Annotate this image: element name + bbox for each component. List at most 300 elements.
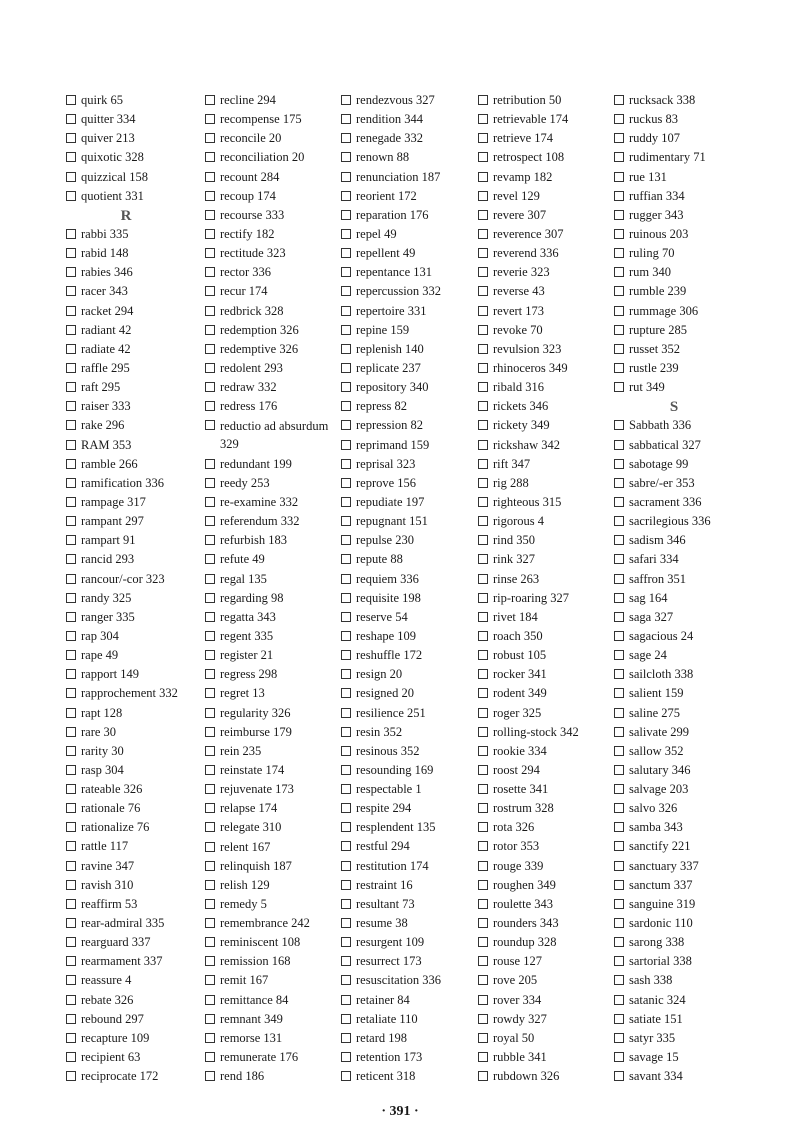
checkbox-icon[interactable] bbox=[478, 784, 488, 794]
checkbox-icon[interactable] bbox=[341, 210, 351, 220]
checkbox-icon[interactable] bbox=[341, 535, 351, 545]
checkbox-icon[interactable] bbox=[205, 784, 215, 794]
checkbox-icon[interactable] bbox=[205, 995, 215, 1005]
checkbox-icon[interactable] bbox=[478, 631, 488, 641]
index-entry bbox=[614, 303, 744, 322]
checkbox-icon[interactable] bbox=[614, 574, 624, 584]
index-entry bbox=[341, 972, 471, 991]
index-column-1 bbox=[66, 92, 196, 1087]
index-entry bbox=[478, 838, 608, 857]
checkbox-icon[interactable] bbox=[614, 382, 624, 392]
checkbox-icon[interactable] bbox=[478, 363, 488, 373]
checkbox-icon[interactable] bbox=[614, 822, 624, 832]
checkbox-icon[interactable] bbox=[341, 746, 351, 756]
checkbox-icon[interactable] bbox=[341, 152, 351, 162]
checkbox-icon[interactable] bbox=[478, 95, 488, 105]
checkbox-icon[interactable] bbox=[205, 650, 215, 660]
checkbox-icon[interactable] bbox=[341, 650, 351, 660]
checkbox-icon[interactable] bbox=[66, 688, 76, 698]
checkbox-icon[interactable] bbox=[614, 152, 624, 162]
checkbox-icon[interactable] bbox=[614, 229, 624, 239]
checkbox-icon[interactable] bbox=[205, 1033, 215, 1043]
checkbox-icon[interactable] bbox=[614, 841, 624, 851]
index-entry bbox=[205, 571, 335, 590]
checkbox-icon[interactable] bbox=[478, 172, 488, 182]
checkbox-icon[interactable] bbox=[205, 286, 215, 296]
checkbox-icon[interactable] bbox=[66, 995, 76, 1005]
checkbox-icon[interactable] bbox=[614, 765, 624, 775]
checkbox-icon[interactable] bbox=[478, 650, 488, 660]
index-entry bbox=[341, 1068, 471, 1087]
checkbox-icon[interactable] bbox=[478, 708, 488, 718]
checkbox-icon[interactable] bbox=[341, 861, 351, 871]
checkbox-icon[interactable] bbox=[205, 880, 215, 890]
index-entry bbox=[614, 571, 744, 590]
index-entry bbox=[478, 685, 608, 704]
checkbox-icon[interactable] bbox=[205, 344, 215, 354]
checkbox-icon[interactable] bbox=[478, 133, 488, 143]
checkbox-icon[interactable] bbox=[478, 1052, 488, 1062]
checkbox-icon[interactable] bbox=[205, 248, 215, 258]
checkbox-icon[interactable] bbox=[66, 440, 76, 450]
checkbox-icon[interactable] bbox=[614, 631, 624, 641]
checkbox-icon[interactable] bbox=[614, 286, 624, 296]
entry-text: safari 334 bbox=[629, 552, 679, 567]
checkbox-icon[interactable] bbox=[614, 133, 624, 143]
checkbox-icon[interactable] bbox=[341, 784, 351, 794]
entry-text: regal 135 bbox=[220, 571, 267, 586]
checkbox-icon[interactable] bbox=[341, 229, 351, 239]
checkbox-icon[interactable] bbox=[478, 880, 488, 890]
checkbox-icon[interactable] bbox=[614, 554, 624, 564]
checkbox-icon[interactable] bbox=[341, 114, 351, 124]
checkbox-icon[interactable] bbox=[66, 669, 76, 679]
checkbox-icon[interactable] bbox=[205, 1071, 215, 1081]
checkbox-icon[interactable] bbox=[478, 382, 488, 392]
checkbox-icon[interactable] bbox=[341, 420, 351, 430]
checkbox-icon[interactable] bbox=[478, 325, 488, 335]
index-entry bbox=[341, 781, 471, 800]
checkbox-icon[interactable] bbox=[614, 956, 624, 966]
checkbox-icon[interactable] bbox=[614, 478, 624, 488]
checkbox-icon[interactable] bbox=[614, 516, 624, 526]
checkbox-icon[interactable] bbox=[341, 363, 351, 373]
checkbox-icon[interactable] bbox=[66, 306, 76, 316]
checkbox-icon[interactable] bbox=[478, 229, 488, 239]
checkbox-icon[interactable] bbox=[478, 267, 488, 277]
index-entry bbox=[205, 819, 335, 838]
checkbox-icon[interactable] bbox=[205, 956, 215, 966]
checkbox-icon[interactable] bbox=[205, 861, 215, 871]
checkbox-icon[interactable] bbox=[614, 803, 624, 813]
checkbox-icon[interactable] bbox=[205, 420, 215, 430]
checkbox-icon[interactable] bbox=[341, 382, 351, 392]
checkbox-icon[interactable] bbox=[205, 975, 215, 985]
checkbox-icon[interactable] bbox=[205, 899, 215, 909]
checkbox-icon[interactable] bbox=[614, 306, 624, 316]
checkbox-icon[interactable] bbox=[478, 746, 488, 756]
checkbox-icon[interactable] bbox=[205, 822, 215, 832]
checkbox-icon[interactable] bbox=[66, 650, 76, 660]
checkbox-icon[interactable] bbox=[341, 516, 351, 526]
checkbox-icon[interactable] bbox=[66, 631, 76, 641]
checkbox-icon[interactable] bbox=[66, 248, 76, 258]
checkbox-icon[interactable] bbox=[478, 1033, 488, 1043]
checkbox-icon[interactable] bbox=[66, 172, 76, 182]
checkbox-icon[interactable] bbox=[478, 401, 488, 411]
checkbox-icon[interactable] bbox=[341, 727, 351, 737]
checkbox-icon[interactable] bbox=[341, 1071, 351, 1081]
checkbox-icon[interactable] bbox=[614, 114, 624, 124]
checkbox-icon[interactable] bbox=[66, 497, 76, 507]
checkbox-icon[interactable] bbox=[205, 803, 215, 813]
index-entry bbox=[205, 1011, 335, 1030]
checkbox-icon[interactable] bbox=[341, 306, 351, 316]
checkbox-icon[interactable] bbox=[341, 459, 351, 469]
checkbox-icon[interactable] bbox=[614, 325, 624, 335]
checkbox-icon[interactable] bbox=[205, 497, 215, 507]
entry-text: register 21 bbox=[220, 648, 274, 663]
checkbox-icon[interactable] bbox=[205, 746, 215, 756]
checkbox-icon[interactable] bbox=[341, 975, 351, 985]
checkbox-icon[interactable] bbox=[66, 554, 76, 564]
checkbox-icon[interactable] bbox=[66, 535, 76, 545]
checkbox-icon[interactable] bbox=[341, 172, 351, 182]
checkbox-icon[interactable] bbox=[66, 401, 76, 411]
index-entry bbox=[205, 360, 335, 379]
checkbox-icon[interactable] bbox=[478, 956, 488, 966]
checkbox-icon[interactable] bbox=[478, 612, 488, 622]
checkbox-icon[interactable] bbox=[66, 286, 76, 296]
checkbox-icon[interactable] bbox=[341, 669, 351, 679]
entry-text: refurbish 183 bbox=[220, 533, 287, 548]
index-entry bbox=[478, 877, 608, 896]
index-entry bbox=[614, 207, 744, 226]
checkbox-icon[interactable] bbox=[205, 95, 215, 105]
checkbox-icon[interactable] bbox=[66, 937, 76, 947]
checkbox-icon[interactable] bbox=[341, 497, 351, 507]
checkbox-icon[interactable] bbox=[614, 593, 624, 603]
checkbox-icon[interactable] bbox=[66, 784, 76, 794]
checkbox-icon[interactable] bbox=[478, 306, 488, 316]
checkbox-icon[interactable] bbox=[341, 95, 351, 105]
checkbox-icon[interactable] bbox=[614, 784, 624, 794]
checkbox-icon[interactable] bbox=[614, 1052, 624, 1062]
checkbox-icon[interactable] bbox=[205, 478, 215, 488]
checkbox-icon[interactable] bbox=[66, 133, 76, 143]
checkbox-icon[interactable] bbox=[614, 535, 624, 545]
index-entry bbox=[205, 92, 335, 111]
checkbox-icon[interactable] bbox=[341, 708, 351, 718]
checkbox-icon[interactable] bbox=[341, 325, 351, 335]
checkbox-icon[interactable] bbox=[614, 669, 624, 679]
checkbox-icon[interactable] bbox=[478, 459, 488, 469]
checkbox-icon[interactable] bbox=[614, 918, 624, 928]
checkbox-icon[interactable] bbox=[341, 574, 351, 584]
checkbox-icon[interactable] bbox=[341, 554, 351, 564]
checkbox-icon[interactable] bbox=[614, 420, 624, 430]
checkbox-icon[interactable] bbox=[205, 937, 215, 947]
checkbox-icon[interactable] bbox=[478, 593, 488, 603]
checkbox-icon[interactable] bbox=[66, 975, 76, 985]
checkbox-icon[interactable] bbox=[205, 459, 215, 469]
checkbox-icon[interactable] bbox=[205, 535, 215, 545]
entry-text: recipient 63 bbox=[81, 1050, 141, 1065]
checkbox-icon[interactable] bbox=[205, 631, 215, 641]
entry-text: reverie 323 bbox=[493, 265, 550, 280]
checkbox-icon[interactable] bbox=[614, 95, 624, 105]
checkbox-icon[interactable] bbox=[614, 363, 624, 373]
checkbox-icon[interactable] bbox=[341, 1052, 351, 1062]
checkbox-icon[interactable] bbox=[205, 918, 215, 928]
checkbox-icon[interactable] bbox=[205, 152, 215, 162]
checkbox-icon[interactable] bbox=[614, 191, 624, 201]
checkbox-icon[interactable] bbox=[341, 1033, 351, 1043]
checkbox-icon[interactable] bbox=[478, 286, 488, 296]
checkbox-icon[interactable] bbox=[614, 1014, 624, 1024]
checkbox-icon[interactable] bbox=[614, 899, 624, 909]
checkbox-icon[interactable] bbox=[341, 440, 351, 450]
checkbox-icon[interactable] bbox=[478, 669, 488, 679]
entry-text: savage 15 bbox=[629, 1050, 679, 1065]
checkbox-icon[interactable] bbox=[66, 267, 76, 277]
checkbox-icon[interactable] bbox=[614, 1071, 624, 1081]
checkbox-icon[interactable] bbox=[341, 286, 351, 296]
checkbox-icon[interactable] bbox=[341, 822, 351, 832]
checkbox-icon[interactable] bbox=[614, 497, 624, 507]
checkbox-icon[interactable] bbox=[478, 688, 488, 698]
index-entry bbox=[205, 264, 335, 283]
checkbox-icon[interactable] bbox=[66, 516, 76, 526]
index-entry bbox=[66, 858, 196, 877]
checkbox-icon[interactable] bbox=[341, 248, 351, 258]
checkbox-icon[interactable] bbox=[341, 995, 351, 1005]
checkbox-icon[interactable] bbox=[614, 708, 624, 718]
checkbox-icon[interactable] bbox=[205, 382, 215, 392]
checkbox-icon[interactable] bbox=[66, 1071, 76, 1081]
checkbox-icon[interactable] bbox=[341, 344, 351, 354]
checkbox-icon[interactable] bbox=[66, 841, 76, 851]
checkbox-icon[interactable] bbox=[614, 440, 624, 450]
checkbox-icon[interactable] bbox=[478, 554, 488, 564]
checkbox-icon[interactable] bbox=[205, 1014, 215, 1024]
index-entry bbox=[341, 571, 471, 590]
checkbox-icon[interactable] bbox=[66, 114, 76, 124]
checkbox-icon[interactable] bbox=[205, 114, 215, 124]
checkbox-icon[interactable] bbox=[341, 956, 351, 966]
checkbox-icon[interactable] bbox=[341, 631, 351, 641]
checkbox-icon[interactable] bbox=[341, 841, 351, 851]
index-entry bbox=[205, 934, 335, 953]
entry-text: roach 350 bbox=[493, 628, 543, 643]
entry-text: regress 298 bbox=[220, 667, 278, 682]
entry-text: rein 235 bbox=[220, 743, 262, 758]
checkbox-icon[interactable] bbox=[66, 612, 76, 622]
checkbox-icon[interactable] bbox=[66, 861, 76, 871]
checkbox-icon[interactable] bbox=[66, 459, 76, 469]
checkbox-icon[interactable] bbox=[205, 267, 215, 277]
entry-text: robust 105 bbox=[493, 648, 547, 663]
entry-text: rig 288 bbox=[493, 475, 529, 490]
checkbox-icon[interactable] bbox=[614, 172, 624, 182]
checkbox-icon[interactable] bbox=[205, 593, 215, 603]
checkbox-icon[interactable] bbox=[66, 765, 76, 775]
checkbox-icon[interactable] bbox=[614, 880, 624, 890]
checkbox-icon[interactable] bbox=[478, 975, 488, 985]
entry-text: reinstate 174 bbox=[220, 762, 285, 777]
checkbox-icon[interactable] bbox=[478, 765, 488, 775]
checkbox-icon[interactable] bbox=[205, 554, 215, 564]
checkbox-icon[interactable] bbox=[341, 918, 351, 928]
checkbox-icon[interactable] bbox=[205, 612, 215, 622]
checkbox-icon[interactable] bbox=[478, 440, 488, 450]
checkbox-icon[interactable] bbox=[478, 210, 488, 220]
checkbox-icon[interactable] bbox=[205, 765, 215, 775]
checkbox-icon[interactable] bbox=[614, 861, 624, 871]
checkbox-icon[interactable] bbox=[205, 401, 215, 411]
checkbox-icon[interactable] bbox=[205, 727, 215, 737]
checkbox-icon[interactable] bbox=[614, 688, 624, 698]
checkbox-icon[interactable] bbox=[66, 956, 76, 966]
checkbox-icon[interactable] bbox=[205, 1052, 215, 1062]
checkbox-icon[interactable] bbox=[66, 478, 76, 488]
checkbox-icon[interactable] bbox=[66, 191, 76, 201]
checkbox-icon[interactable] bbox=[478, 861, 488, 871]
checkbox-icon[interactable] bbox=[341, 1014, 351, 1024]
checkbox-icon[interactable] bbox=[66, 95, 76, 105]
checkbox-icon[interactable] bbox=[478, 420, 488, 430]
checkbox-icon[interactable] bbox=[66, 344, 76, 354]
checkbox-icon[interactable] bbox=[205, 708, 215, 718]
checkbox-icon[interactable] bbox=[66, 382, 76, 392]
checkbox-icon[interactable] bbox=[478, 937, 488, 947]
checkbox-icon[interactable] bbox=[478, 114, 488, 124]
checkbox-icon[interactable] bbox=[341, 688, 351, 698]
checkbox-icon[interactable] bbox=[341, 401, 351, 411]
index-entry bbox=[478, 437, 608, 456]
checkbox-icon[interactable] bbox=[478, 841, 488, 851]
checkbox-icon[interactable] bbox=[614, 1033, 624, 1043]
checkbox-icon[interactable] bbox=[66, 746, 76, 756]
checkbox-icon[interactable] bbox=[66, 420, 76, 430]
checkbox-icon[interactable] bbox=[341, 937, 351, 947]
checkbox-icon[interactable] bbox=[614, 248, 624, 258]
checkbox-icon[interactable] bbox=[341, 593, 351, 603]
checkbox-icon[interactable] bbox=[478, 1014, 488, 1024]
checkbox-icon[interactable] bbox=[478, 918, 488, 928]
checkbox-icon[interactable] bbox=[341, 612, 351, 622]
checkbox-icon[interactable] bbox=[614, 267, 624, 277]
checkbox-icon[interactable] bbox=[478, 1071, 488, 1081]
checkbox-icon[interactable] bbox=[478, 191, 488, 201]
checkbox-icon[interactable] bbox=[341, 880, 351, 890]
checkbox-icon[interactable] bbox=[614, 459, 624, 469]
checkbox-icon[interactable] bbox=[614, 995, 624, 1005]
entry-text: roost 294 bbox=[493, 762, 540, 777]
checkbox-icon[interactable] bbox=[614, 650, 624, 660]
checkbox-icon[interactable] bbox=[66, 325, 76, 335]
checkbox-icon[interactable] bbox=[205, 574, 215, 584]
checkbox-icon[interactable] bbox=[66, 727, 76, 737]
checkbox-icon[interactable] bbox=[205, 306, 215, 316]
checkbox-icon[interactable] bbox=[341, 267, 351, 277]
checkbox-icon[interactable] bbox=[205, 325, 215, 335]
section-letter-heading: R bbox=[120, 207, 132, 224]
checkbox-icon[interactable] bbox=[614, 344, 624, 354]
checkbox-icon[interactable] bbox=[66, 229, 76, 239]
checkbox-icon[interactable] bbox=[478, 995, 488, 1005]
checkbox-icon[interactable] bbox=[205, 842, 215, 852]
checkbox-icon[interactable] bbox=[66, 574, 76, 584]
checkbox-icon[interactable] bbox=[66, 1014, 76, 1024]
checkbox-icon[interactable] bbox=[478, 516, 488, 526]
checkbox-icon[interactable] bbox=[478, 478, 488, 488]
checkbox-icon[interactable] bbox=[66, 822, 76, 832]
checkbox-icon[interactable] bbox=[341, 191, 351, 201]
checkbox-icon[interactable] bbox=[205, 210, 215, 220]
checkbox-icon[interactable] bbox=[478, 727, 488, 737]
checkbox-icon[interactable] bbox=[66, 803, 76, 813]
checkbox-icon[interactable] bbox=[205, 191, 215, 201]
checkbox-icon[interactable] bbox=[341, 478, 351, 488]
checkbox-icon[interactable] bbox=[205, 363, 215, 373]
checkbox-icon[interactable] bbox=[66, 1052, 76, 1062]
checkbox-icon[interactable] bbox=[341, 803, 351, 813]
checkbox-icon[interactable] bbox=[66, 152, 76, 162]
checkbox-icon[interactable] bbox=[205, 688, 215, 698]
checkbox-icon[interactable] bbox=[66, 708, 76, 718]
checkbox-icon[interactable] bbox=[66, 593, 76, 603]
checkbox-icon[interactable] bbox=[614, 210, 624, 220]
index-entry bbox=[478, 609, 608, 628]
entry-text: retrievable 174 bbox=[493, 112, 569, 127]
checkbox-icon[interactable] bbox=[614, 612, 624, 622]
entry-text: rabies 346 bbox=[81, 265, 133, 280]
entry-text: ramble 266 bbox=[81, 456, 138, 471]
checkbox-icon[interactable] bbox=[478, 248, 488, 258]
checkbox-icon[interactable] bbox=[478, 899, 488, 909]
checkbox-icon[interactable] bbox=[614, 727, 624, 737]
checkbox-icon[interactable] bbox=[341, 133, 351, 143]
checkbox-icon[interactable] bbox=[614, 746, 624, 756]
checkbox-icon[interactable] bbox=[478, 822, 488, 832]
checkbox-icon[interactable] bbox=[205, 669, 215, 679]
checkbox-icon[interactable] bbox=[66, 363, 76, 373]
checkbox-icon[interactable] bbox=[614, 937, 624, 947]
checkbox-icon[interactable] bbox=[478, 497, 488, 507]
checkbox-icon[interactable] bbox=[478, 344, 488, 354]
checkbox-icon[interactable] bbox=[66, 899, 76, 909]
checkbox-icon[interactable] bbox=[478, 152, 488, 162]
checkbox-icon[interactable] bbox=[205, 133, 215, 143]
checkbox-icon[interactable] bbox=[614, 975, 624, 985]
checkbox-icon[interactable] bbox=[66, 1033, 76, 1043]
entry-text: rapprochement 332 bbox=[81, 686, 178, 701]
entry-text: recourse 333 bbox=[220, 207, 285, 222]
index-entry bbox=[614, 149, 744, 168]
checkbox-icon[interactable] bbox=[478, 803, 488, 813]
checkbox-icon[interactable] bbox=[66, 880, 76, 890]
checkbox-icon[interactable] bbox=[205, 172, 215, 182]
checkbox-icon[interactable] bbox=[66, 918, 76, 928]
checkbox-icon[interactable] bbox=[478, 574, 488, 584]
checkbox-icon[interactable] bbox=[341, 765, 351, 775]
checkbox-icon[interactable] bbox=[205, 229, 215, 239]
checkbox-icon[interactable] bbox=[478, 535, 488, 545]
checkbox-icon[interactable] bbox=[341, 899, 351, 909]
index-entry bbox=[341, 858, 471, 877]
checkbox-icon[interactable] bbox=[205, 516, 215, 526]
